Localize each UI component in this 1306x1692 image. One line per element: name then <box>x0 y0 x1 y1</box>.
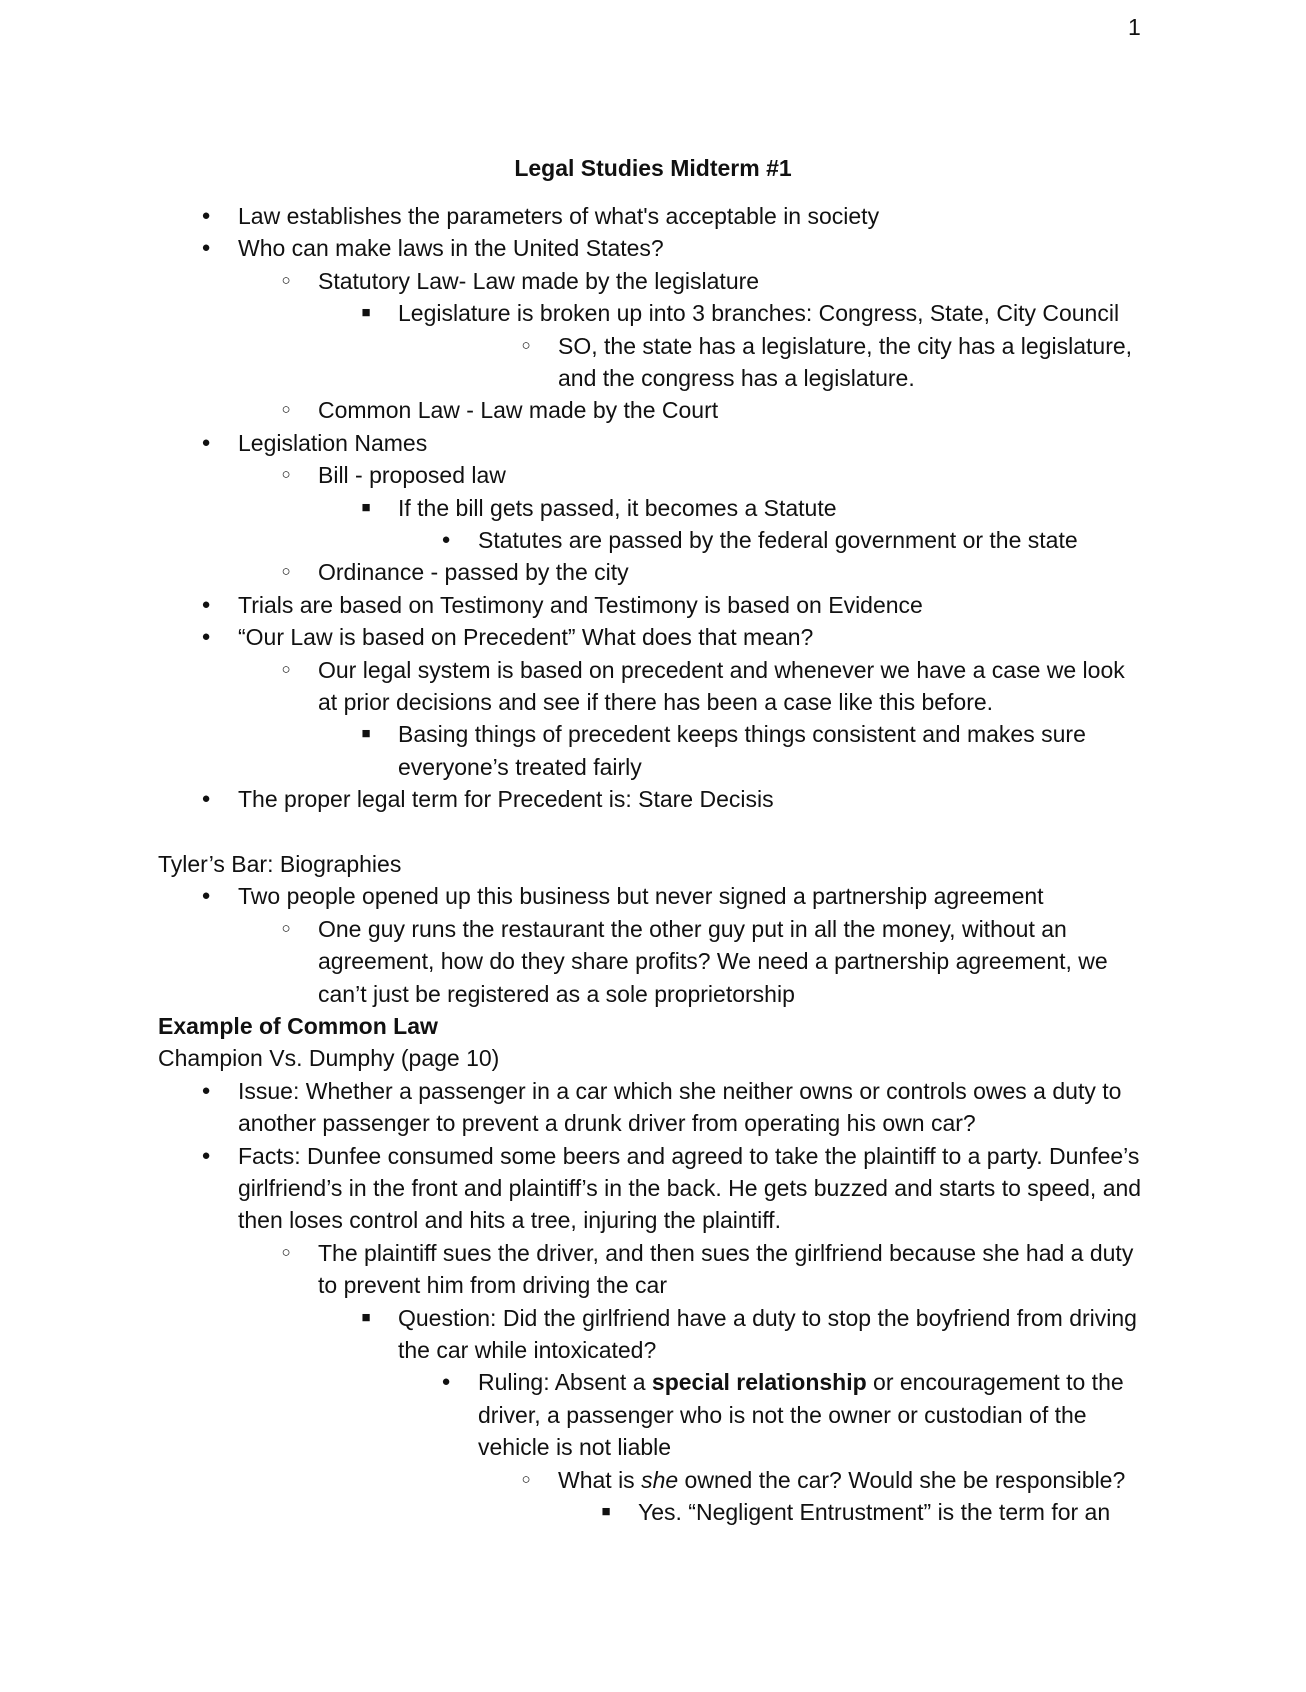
list-item: Bill - proposed law <box>318 462 506 489</box>
list-item: to prevent him from driving the car <box>318 1272 667 1299</box>
text-segment: she <box>641 1466 679 1493</box>
list-item: Ordinance - passed by the city <box>318 559 629 586</box>
list-item: at prior decisions and see if there has been a case like this before. <box>318 689 994 715</box>
disc-bullet-icon: ● <box>441 531 451 548</box>
square-bullet-icon: ■ <box>361 725 371 743</box>
list-item: then loses control and hits a tree, injuring the plaintiff. <box>238 1207 781 1234</box>
text-segment: owned the car? Would she be responsible? <box>678 1466 1126 1493</box>
disc-bullet-icon: ● <box>201 628 211 646</box>
text-segment: What is <box>558 1466 642 1493</box>
list-item: Question: Did the girlfriend have a duty to stop the boyfriend from driving <box>398 1304 1137 1331</box>
list-item: girlfriend’s in the front and plaintiff’s in the back. He gets buzzed and starts to speed, and <box>238 1175 1142 1201</box>
disc-bullet-icon: ● <box>201 1146 211 1164</box>
list-item: Trials are based on Testimony and Testimony is based on Evidence <box>238 591 923 618</box>
list-item: agreement, how do they share profits? We need a partnership agreement, we <box>318 948 1108 975</box>
circle-bullet-icon: ○ <box>281 919 291 937</box>
text-segment: or encouragement to the <box>866 1369 1124 1396</box>
list-item: another passenger to prevent a drunk driver from operating his own car? <box>238 1110 976 1137</box>
circle-bullet-icon: ○ <box>281 401 291 419</box>
disc-bullet-icon: ● <box>201 887 211 905</box>
page-number: 1 <box>1128 14 1141 40</box>
disc-bullet-icon: ● <box>201 239 211 257</box>
list-item: can’t just be registered as a sole proprietorship <box>318 980 795 1007</box>
circle-bullet-icon: ○ <box>521 1470 531 1488</box>
square-bullet-icon: ■ <box>601 1503 611 1520</box>
disc-bullet-icon: ● <box>201 207 211 224</box>
disc-bullet-icon: ● <box>201 433 211 451</box>
disc-bullet-icon: ● <box>201 595 211 613</box>
paragraph-line: Champion Vs. Dumphy (page 10) <box>158 1045 500 1072</box>
disc-bullet-icon: ● <box>201 1081 211 1099</box>
document-title: Legal Studies Midterm #1 <box>514 155 792 181</box>
list-item <box>558 1464 1125 1496</box>
list-item: Basing things of precedent keeps things consistent and makes sure <box>398 721 1086 748</box>
list-item: Statutory Law- Law made by the legislature <box>318 267 760 294</box>
list-item: Common Law - Law made by the Court <box>318 397 719 424</box>
list-item: Legislation Names <box>238 429 428 456</box>
list-item: Facts: Dunfee consumed some beers and agreed to take the plaintiff to a party. Dunfee’s <box>238 1142 1140 1169</box>
disc-bullet-icon: ● <box>201 790 211 808</box>
list-item <box>478 1366 1124 1398</box>
list-item: The plaintiff sues the driver, and then sues the girlfriend because she had a duty <box>318 1239 1134 1266</box>
list-item: Our legal system is based on precedent and whenever we have a case we look <box>318 656 1125 683</box>
circle-bullet-icon: ○ <box>521 336 531 354</box>
list-item: Issue: Whether a passenger in a car which she neither owns or controls owes a duty to <box>238 1077 1122 1104</box>
list-item: Legislature is broken up into 3 branches: Congress, State, City Council <box>398 300 1120 327</box>
list-item: Law establishes the parameters of what's acceptable in society <box>238 203 880 229</box>
list-item: everyone’s treated fairly <box>398 753 642 780</box>
list-item: driver, a passenger who is not the owner or custodian of the <box>478 1401 1087 1428</box>
list-item: vehicle is not liable <box>478 1434 672 1461</box>
list-item: Two people opened up this business but never signed a partnership agreement <box>238 883 1044 910</box>
list-item: One guy runs the restaurant the other guy put in all the money, without an <box>318 915 1067 942</box>
disc-bullet-icon: ● <box>441 1373 451 1391</box>
circle-bullet-icon: ○ <box>281 271 291 289</box>
text-segment: special relationship <box>651 1369 867 1396</box>
circle-bullet-icon: ○ <box>281 1243 291 1261</box>
paragraph-line: Tyler’s Bar: Biographies <box>158 851 402 877</box>
list-item: the car while intoxicated? <box>398 1337 657 1363</box>
paragraph-line: Example of Common Law <box>158 1013 438 1039</box>
list-item: and the congress has a legislature. <box>558 365 915 391</box>
circle-bullet-icon: ○ <box>281 660 291 678</box>
list-item: SO, the state has a legislature, the city has a legislature, <box>558 332 1133 359</box>
list-item: Statutes are passed by the federal government or the state <box>478 527 1078 553</box>
list-item: The proper legal term for Precedent is: Stare Decisis <box>238 786 774 813</box>
square-bullet-icon: ■ <box>361 498 371 516</box>
list-item: Yes. “Negligent Entrustment” is the term for an <box>638 1499 1111 1525</box>
list-item: Who can make laws in the United States? <box>238 235 664 262</box>
square-bullet-icon: ■ <box>361 304 371 322</box>
list-item: If the bill gets passed, it becomes a Statute <box>398 494 837 521</box>
circle-bullet-icon: ○ <box>281 466 291 484</box>
text-segment: Ruling: Absent a <box>478 1369 652 1396</box>
square-bullet-icon: ■ <box>361 1308 371 1326</box>
circle-bullet-icon: ○ <box>281 563 291 581</box>
list-item: “Our Law is based on Precedent” What does that mean? <box>238 624 814 651</box>
